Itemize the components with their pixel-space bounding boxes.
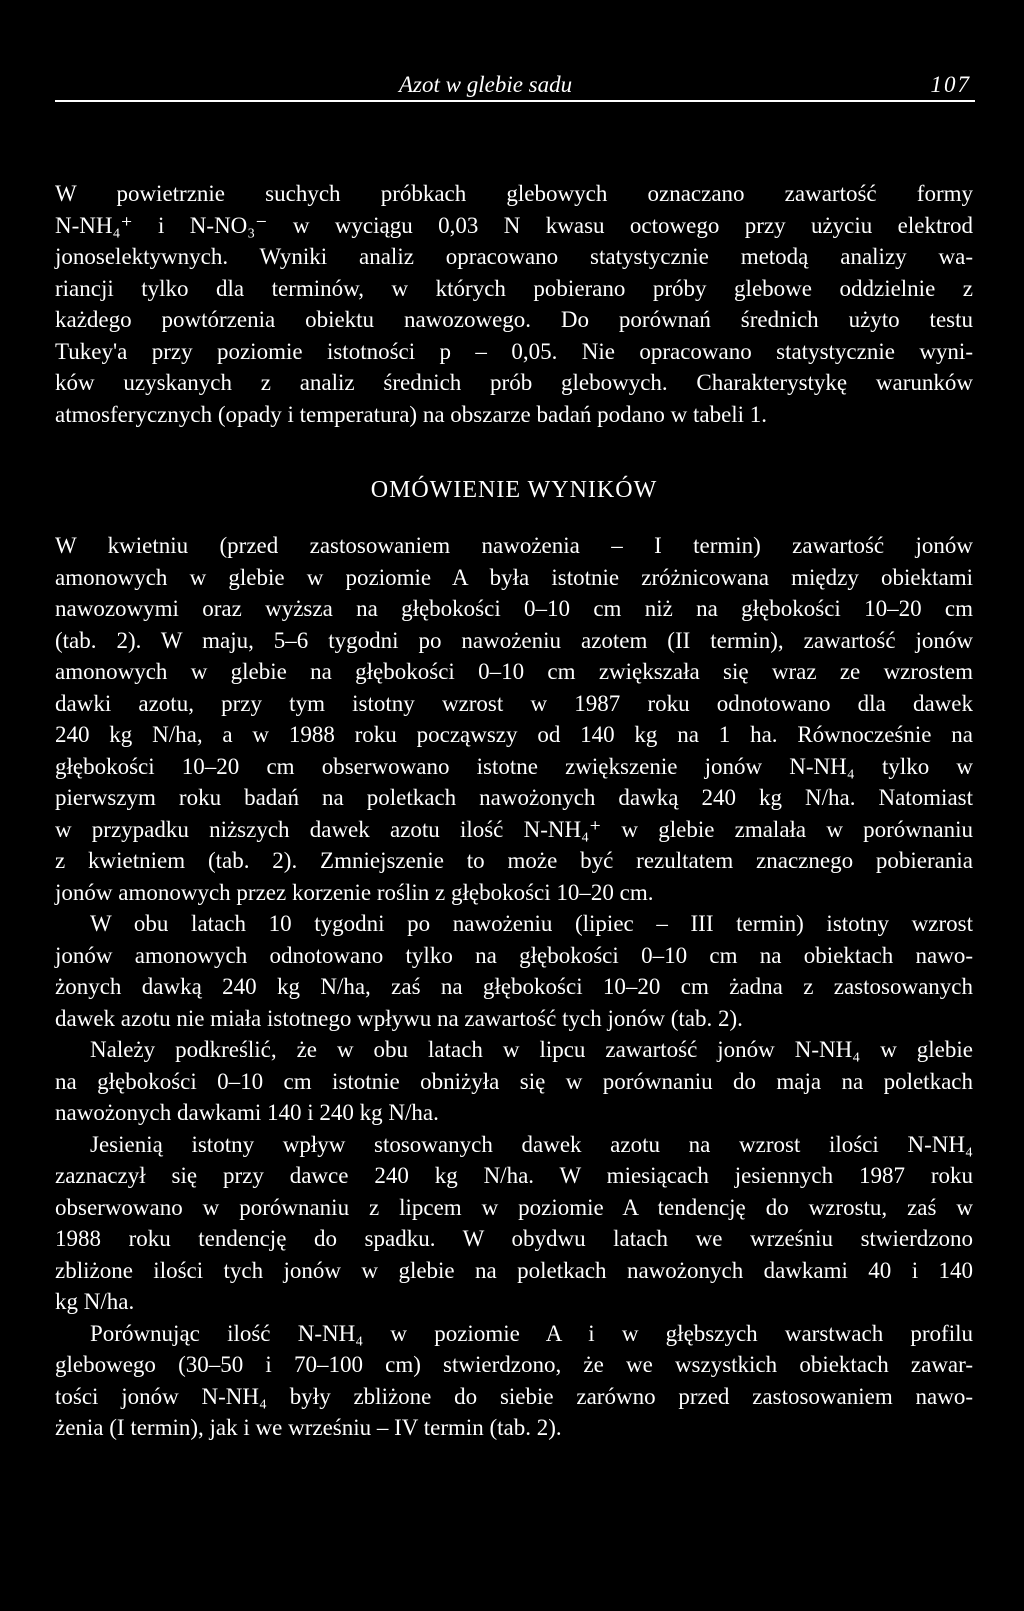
text-line: 240 kg N/ha, a w 1988 roku począwszy od 140 kg na 1 ha. Równocześnie na [55, 722, 973, 747]
text-line: pierwszym roku badań na poletkach nawożonych dawką 240 kg N/ha. Natomiast [55, 785, 973, 810]
running-head [55, 66, 975, 102]
text-line: żonych dawką 240 kg N/ha, zaś na głębokości 10–20 cm żadna z zastosowanych [55, 974, 973, 999]
text-line: żenia (I termin), jak i we wrześniu – IV termin (tab. 2). [55, 1415, 562, 1440]
text-line: jonów amonowych odnotowano tylko na głębokości 0–10 cm na obiektach nawo- [55, 942, 973, 968]
text-line: amonowych w glebie na głębokości 0–10 cm zwiększała się wraz ze wzrostem [55, 659, 973, 684]
text-line: W powietrznie suchych próbkach glebowych oznaczano zawartość formy [55, 181, 973, 206]
text-line: Porównując ilość N-NH₄ w poziomie A i w głębszych warstwach profilu [90, 1320, 973, 1346]
section-heading: OMÓWIENIE WYNIKÓW [370, 477, 658, 503]
text-line: amonowych w glebie w poziomie A była istotnie zróżnicowana między obiektami [55, 564, 973, 590]
text-line: na głębokości 0–10 cm istotnie obniżyła się w porównaniu do maja na poletkach [55, 1068, 973, 1094]
running-head-title: Azot w glebie sadu [399, 72, 573, 97]
text-line: nawozowymi oraz wyższa na głębokości 0–10 cm niż na głębokości 10–20 cm [55, 596, 973, 621]
text-line: głębokości 10–20 cm obserwowano istotne zwiększenie jonów N-NH₄ tylko w [55, 753, 973, 779]
text-line: W kwietniu (przed zastosowaniem nawożenia – I termin) zawartość jonów [55, 533, 973, 558]
text-line: (tab. 2). W maju, 5–6 tygodni po nawożeniu azotem (II termin), zawartość jonów [55, 627, 973, 653]
text-line: N-NH₄⁺ i N-NO₃⁻ w wyciągu 0,03 N kwasu octowego przy użyciu elektrod [55, 212, 973, 238]
page-number: 107 [930, 72, 971, 97]
text-line: kg N/ha. [55, 1289, 135, 1314]
text-line: każdego powtórzenia obiektu nawozowego. Do porównań średnich użyto testu [55, 307, 973, 332]
text-line: jonów amonowych przez korzenie roślin z głębokości 10–20 cm. [55, 879, 654, 905]
text-line: tości jonów N-NH₄ były zbliżone do siebie zarówno przed zastosowaniem nawo- [55, 1383, 973, 1409]
text-line: obserwowano w porównaniu z lipcem w poziomie A tendencję do wzrostu, zaś w [55, 1194, 973, 1220]
text-line: w przypadku niższych dawek azotu ilość N-NH₄⁺ w glebie zmalała w porównaniu [55, 816, 973, 842]
text-line: dawek azotu nie miała istotnego wpływu na zawartość tych jonów (tab. 2). [55, 1005, 743, 1031]
text-line: glebowego (30–50 i 70–100 cm) stwierdzono, że we wszystkich obiektach zawar- [55, 1352, 973, 1377]
text-line: Należy podkreślić, że w obu latach w lipcu zawartość jonów N-NH₄ w glebie [90, 1037, 973, 1062]
results-paragraphs [55, 530, 973, 1444]
text-line: z kwietniem (tab. 2). Zmniejszenie to może być rezultatem znacznego pobierania [55, 848, 973, 873]
text-line: dawki azotu, przy tym istotny wzrost w 1987 roku odnotowano dla dawek [55, 690, 973, 716]
text-line: riancji tylko dla terminów, w których pobierano próby glebowe oddzielnie z [55, 275, 973, 301]
text-line: jonoselektywnych. Wyniki analiz opracowano statystycznie metodą analizy wa- [55, 244, 973, 269]
text-line: zbliżone ilości tych jonów w glebie na poletkach nawożonych dawkami 40 i 140 [55, 1257, 973, 1283]
text-line: Jesienią istotny wpływ stosowanych dawek azotu na wzrost ilości N-NH₄ [90, 1131, 973, 1157]
text-line: 1988 roku tendencję do spadku. W obydwu latach we wrześniu stwierdzono [55, 1226, 973, 1251]
header-rule [55, 100, 975, 102]
methods-paragraph [55, 178, 973, 430]
text-line: W obu latach 10 tygodni po nawożeniu (lipiec – III termin) istotny wzrost [90, 911, 973, 936]
text-line: atmosferycznych (opady i temperatura) na obszarze badań podano w tabeli 1. [55, 401, 768, 427]
text-line: Tukey'a przy poziomie istotności p – 0,05. Nie opracowano statystycznie wyni- [55, 338, 973, 364]
text-line: zaznaczył się przy dawce 240 kg N/ha. W miesiącach jesiennych 1987 roku [55, 1163, 973, 1188]
text-line: ków uzyskanych z analiz średnich prób glebowych. Charakterystykę warunków [55, 370, 973, 395]
text-line: nawożonych dawkami 140 i 240 kg N/ha. [55, 1100, 439, 1125]
